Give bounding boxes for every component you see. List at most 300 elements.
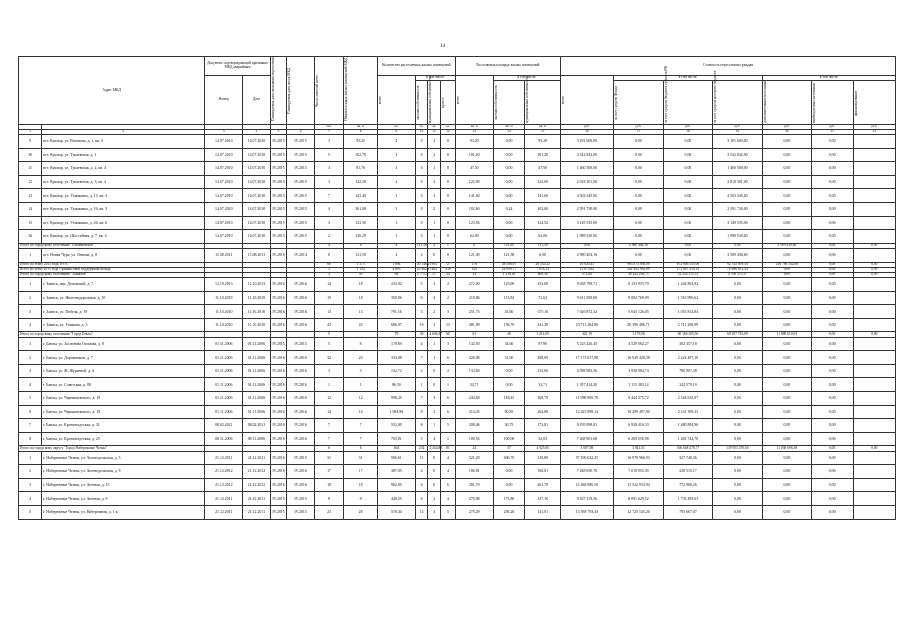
- table-cell: 9 638 789,71: [561, 278, 614, 292]
- table-cell: 13: [441, 318, 456, 332]
- table-cell: IV.2015: [270, 505, 287, 519]
- table-cell: 361,08: [344, 202, 378, 216]
- table-cell: IV.2015: [287, 451, 314, 465]
- table-row: [19, 148, 896, 162]
- table-cell: 0,00: [664, 162, 712, 176]
- table-cell: IV.2015: [270, 175, 287, 189]
- table-cell: 336: [441, 267, 456, 272]
- table-cell: г. Бавлы, ул. Чернышевского, д. 19: [42, 392, 205, 406]
- table-cell: 0,00: [664, 202, 712, 216]
- table-cell: 14: [19, 202, 42, 216]
- header-commission-doc: Документ, подтверждающий признание МКД аварийным: [205, 57, 270, 76]
- header-date: Дата: [243, 76, 270, 125]
- table-cell: 2: [428, 243, 441, 248]
- table-cell: г. Заинск, пер. Деповский, д. 7: [42, 278, 205, 292]
- table-cell: 727: [441, 262, 456, 267]
- table-cell: 0,00: [853, 272, 895, 277]
- table-cell: г. Бавлы, ул. Кронштадтская, д. 25: [42, 432, 205, 446]
- table-cell: 1 460 500,00: [561, 162, 614, 176]
- table-cell: 133,60: [525, 364, 561, 378]
- table-cell: 08.11.2006: [205, 432, 243, 446]
- table-cell: IV.2016: [287, 432, 314, 446]
- table-cell: 686,97: [377, 318, 415, 332]
- table-cell: 57: [428, 272, 441, 277]
- table-cell: 93,20: [455, 135, 493, 149]
- table-cell: 0: [415, 230, 428, 244]
- table-cell: 34,60: [493, 337, 525, 351]
- table-cell: 0,00: [712, 364, 763, 378]
- table-cell: 5: [415, 432, 428, 446]
- table-cell: 1 735 499,63: [664, 492, 712, 506]
- table-cell: 93,20: [525, 135, 561, 149]
- table-cell: IV.2016: [287, 305, 314, 319]
- table-cell: IV.2016: [270, 432, 287, 446]
- table-cell: 406,70: [493, 451, 525, 465]
- header-premises-count: Количество расселяемых жилых помещений: [377, 57, 455, 76]
- table-cell: 0,00: [853, 243, 895, 248]
- unit-cell: руб.: [613, 125, 664, 130]
- table-cell: 0,00: [493, 216, 525, 230]
- table-cell: 10 299 497,90: [613, 405, 664, 419]
- table-cell: 327 740,36: [664, 451, 712, 465]
- table-cell: 1 894: [377, 262, 415, 267]
- table-cell: 147,10: [525, 492, 561, 506]
- column-number-cell: 4: [243, 130, 270, 135]
- table-cell: 228 515,17: [664, 465, 712, 479]
- table-cell: 8: [344, 492, 378, 506]
- table-cell: 62,00: [525, 230, 561, 244]
- table-cell: 1 263 744,70: [664, 432, 712, 446]
- table-cell: 47,50: [525, 162, 561, 176]
- table-cell: 0,00: [811, 337, 853, 351]
- table-cell: 3 841,51: [613, 446, 664, 451]
- table-cell: 0: [441, 189, 456, 203]
- table-cell: 16 978 966,93: [613, 451, 664, 465]
- table-cell: 43,60: [493, 305, 525, 319]
- table-cell: 7 268 901,68: [561, 432, 614, 446]
- table-cell: 12.10.2013: [205, 278, 243, 292]
- table-cell: 17 173 817,88: [561, 351, 614, 365]
- table-cell: г. Набережные Челны, ул. Набережная, д. 1 к: [42, 505, 205, 519]
- table-cell: 0,00: [493, 162, 525, 176]
- table-cell: 13 958 793,43: [561, 505, 614, 519]
- table-row: [19, 505, 896, 519]
- table-cell: 14.07.2010: [205, 202, 243, 216]
- table-row: [19, 451, 896, 465]
- table-cell: 136,70: [493, 318, 525, 332]
- table-cell: 7 026 872,32: [561, 305, 614, 319]
- table-cell: 121,58: [525, 243, 561, 248]
- unit-cell: чел.: [314, 125, 343, 130]
- table-cell: 08.02.2011: [243, 419, 270, 433]
- table-cell: 341,20: [525, 318, 561, 332]
- table-cell: 0,00: [853, 332, 895, 337]
- column-number-cell: 11: [428, 130, 441, 135]
- table-cell: 14.07.2010: [243, 162, 270, 176]
- table-cell: 2: [428, 175, 441, 189]
- table-cell: 0,00: [811, 267, 853, 272]
- table-cell: 0,00: [712, 278, 763, 292]
- table-cell: IV.2015: [270, 189, 287, 203]
- table-cell: 2: [428, 135, 441, 149]
- table-cell: [853, 278, 895, 292]
- table-cell: 8: [344, 337, 378, 351]
- table-cell: 552,00: [377, 419, 415, 433]
- table-cell: 141,01: [525, 505, 561, 519]
- table-row: [19, 492, 896, 506]
- table-cell: 2: [428, 148, 441, 162]
- table-cell: 141,60: [455, 189, 493, 203]
- table-cell: IV.2014: [287, 248, 314, 262]
- table-cell: 0,00: [712, 243, 763, 248]
- table-cell: 57 190 632,25: [561, 451, 614, 465]
- table-cell: 32,83: [525, 432, 561, 446]
- table-cell: 14.07.2010: [205, 189, 243, 203]
- table-cell: 0,00: [493, 378, 525, 392]
- table-cell: IV.2016: [270, 451, 287, 465]
- table-cell: 9: [314, 332, 343, 337]
- table-cell: 4 503 345,00: [712, 189, 763, 203]
- table-cell: [853, 364, 895, 378]
- table-cell: 21.12.2012: [205, 465, 243, 479]
- table-cell: 9 611 959,00: [561, 291, 614, 305]
- table-cell: 0,00: [561, 243, 614, 248]
- table-cell: 47,50: [455, 162, 493, 176]
- table-cell: 0,00: [493, 478, 525, 492]
- table-cell: 0: [455, 243, 493, 248]
- section-label: Итого по городскому округу "Город Набережные Челны": [19, 446, 205, 451]
- table-cell: 1 988 530,00: [712, 230, 763, 244]
- table-cell: [853, 432, 895, 446]
- table-cell: 0,00: [664, 243, 712, 248]
- table-cell: 8 133 955,79: [613, 278, 664, 292]
- table-cell: 11.10.2019: [205, 291, 243, 305]
- table-cell: 0,00: [664, 230, 712, 244]
- table-cell: 0: [441, 162, 456, 176]
- section-label: Итого по городскому поселению "Шеменевское": [19, 243, 205, 248]
- table-cell: 2: [428, 405, 441, 419]
- table-cell: 43: [344, 318, 378, 332]
- table-cell: 6: [415, 478, 428, 492]
- table-cell: 0,00: [811, 451, 853, 465]
- table-cell: 0,00: [763, 189, 811, 203]
- table-cell: 14.07.2010: [205, 230, 243, 244]
- table-cell: 23: [455, 272, 493, 277]
- table-cell: 4: [428, 291, 441, 305]
- table-cell: 0,00: [712, 378, 763, 392]
- table-cell: [853, 337, 895, 351]
- table-cell: 11 038 696,38: [763, 446, 811, 451]
- table-cell: 168,79: [525, 392, 561, 406]
- table-row: [19, 162, 896, 176]
- unit-cell: руб.: [712, 125, 763, 130]
- table-cell: 573,80: [561, 272, 614, 277]
- table-cell: 1: [314, 378, 343, 392]
- table-cell: 4 606,37: [429, 331, 443, 336]
- table-cell: пгт. Новая Чура, ул. Ленина, д. 8: [42, 248, 205, 262]
- table-cell: 3 181 600,00: [712, 135, 763, 149]
- section-label: Итого по городскому поселению "Заинское": [19, 272, 205, 277]
- table-cell: 0,00: [811, 419, 853, 433]
- table-cell: 0: [428, 378, 441, 392]
- table-cell: IV.2016: [270, 318, 287, 332]
- table-cell: 0,00: [712, 305, 763, 319]
- table-cell: 0: [415, 189, 428, 203]
- table-cell: 0,00: [763, 364, 811, 378]
- table-cell: 0,00: [613, 216, 664, 230]
- table-cell: пгт. Кукмор, ул. Тукаевская, д. 2, кв. 4: [42, 162, 205, 176]
- table-cell: IV.2016: [287, 478, 314, 492]
- table-cell: 14: [314, 405, 343, 419]
- table-cell: 173,81: [525, 419, 561, 433]
- table-cell: 256,26: [493, 505, 525, 519]
- table-cell: [853, 230, 895, 244]
- table-cell: 6 928 416,33: [613, 419, 664, 433]
- table-cell: 0,00: [763, 278, 811, 292]
- unit-cell: кв. м: [493, 125, 525, 130]
- table-cell: г. Бавлы, ул. Заслонова Осипова, д. 8: [42, 337, 205, 351]
- table-cell: 0,00: [712, 478, 763, 492]
- table-cell: г. Заинск, ул. Железнодорожная, д. 10: [42, 291, 205, 305]
- table-cell: 6: [441, 351, 456, 365]
- table-cell: 0,00: [811, 162, 853, 176]
- table-cell: 1: [441, 378, 456, 392]
- table-cell: 0,00: [712, 505, 763, 519]
- table-cell: 3: [428, 278, 441, 292]
- table-cell: 14.07.2010: [205, 148, 243, 162]
- table-cell: 0,00: [811, 291, 853, 305]
- table-cell: 3: [314, 216, 343, 230]
- table-cell: 0,00: [811, 305, 853, 319]
- unit-cell: ед.: [441, 125, 456, 130]
- table-cell: 0,00: [811, 446, 853, 451]
- table-cell: 4: [441, 465, 456, 479]
- table-cell: 01.11.2006: [205, 378, 243, 392]
- table-cell: 2 018 301,00: [712, 175, 763, 189]
- table-cell: 0,00: [763, 202, 811, 216]
- table-cell: 7 019 955,39: [613, 465, 664, 479]
- column-number-cell: 15: [525, 130, 561, 135]
- table-cell: 0,00: [811, 278, 853, 292]
- table-cell: 6: [19, 405, 42, 419]
- column-number-cell: 13: [455, 130, 493, 135]
- table-cell: 0,00: [811, 202, 853, 216]
- header-area: Общая площадь жилых помещений МКД: [344, 57, 349, 121]
- table-cell: 121,58: [416, 242, 427, 247]
- table-cell: 13: [19, 189, 42, 203]
- table-row: [19, 351, 896, 365]
- table-cell: 62,00: [455, 230, 493, 244]
- table-cell: 60: [314, 262, 343, 267]
- table-cell: г. Заинск, ул. Ушакова, д. 3: [42, 318, 205, 332]
- table-cell: 4: [428, 432, 441, 446]
- table-cell: 5: [19, 505, 42, 519]
- table-cell: 1: [428, 419, 441, 433]
- table-cell: 5: [441, 505, 456, 519]
- table-cell: IV.2016: [287, 291, 314, 305]
- table-cell: IV.2015: [287, 189, 314, 203]
- table-cell: [853, 351, 895, 365]
- table-cell: 7: [314, 189, 343, 203]
- column-number-cell: 14: [493, 130, 525, 135]
- table-cell: 18: [344, 291, 378, 305]
- table-cell: 173,80: [493, 492, 525, 506]
- table-cell: г. Бавлы, ул. Кронштадтская, д. 31: [42, 419, 205, 433]
- table-row: [19, 419, 896, 433]
- table-cell: 122,30: [344, 175, 378, 189]
- table-cell: 3 181 600,00: [561, 135, 614, 149]
- table-cell: 14 468 886,50: [561, 478, 614, 492]
- program-table: Адрес МКД Документ, подтверждающий признание МКД аварийным Планируемая дата окончания переселения Планируемая дата сноса МКД Число жителей всего Общая площадь жилых помещений МКД Количество расселяемых жилых помещений Расселяемая площадь жилых помещений Стоимость переселения граждан Номер Дата всего в том числе: всего в том числе: всего в том числе: в том числе: частная собственность муниципальная собственность прочее частная собственность муниципальная собственность за счет средств Фонда за счет средств бюджета субъекта РФ за счет средств местного бюджета дополнительные источники внебюджетные источники финансирование чел. кв. м ед. ед. ед. ед. кв. м кв. м кв. м руб. руб. руб. руб. руб. руб. руб. 1 2 3 4 5 6 7 8 9 10 11 12 13 14 15 16 17 18 19 20 21 22 9 пгт. Кукмор, ул. Ватанова, д. 1, кв. 4 14.07.2010 14.07.2010 IV.2015 IV.2015 3 93,20 2 0 2 0 93,20 0,00 93,20 3 181 600,00 0,00 0,00 3 181 600,00 0,00 0,00 10 пгт. Кукмор, ул. Тукаевская, д. 1 14.07.2010 14.07.2010 IV.2015 IV.2015 5 102,70 2 0 2 0 101,20 0,00 101,20 3 542 842,00 0,00 0,00 3 542 842,00 0,00 0,00 11 пгт. Кукмор, ул. Тукаевская, д. 2, кв. 4 14.07.2010 14.07.2010 IV.2015 IV.2015 3 81,76 1 0 1 0 47,50 0,00 47,50 1 460 500,00 0,00 0,00 1 460 500,00 0,00 0,00 12 пгт. Кукмор, ул. Тукаевская, д. 3, кв. 4 14.07.2010 14.07.2010 IV.2015 IV.2015 3 122,30 2 0 2 0 122,00 0,00 122,00 2 018 301,00 0,00 0,00 2 018 301,00 0,00 0,00 13 пгт. Кукмор, ул. Ухмаковка, д. 13, кв. 4 14.07.2010 14.07.2010 IV.2015 IV.2015 7 141,49 3 0 3 0 141,60 0,00 141,60 4 503 345,00 0,00 0,00 4 503 345,00 0,00 0,00 14 пгт. Кукмор, ул. Ухмаковка, д. 16, кв. 3 14.07.2010 14.07.2010 IV.2015 IV.2015 4 361,08 1 0 2 0 102,60 0,24 102,60 2 591 730,00 0,00 0,00 2 591 730,00 0,00 0,00 15 пгт. Кукмор, ул. Ухмаковка, д. 26, кв. 6 14.07.2010 14.07.2010 IV.2015 IV.2015 3 123,30 1 0 1 0 123,56 0,00 124,52 3 149 535,00 0,00 0,00 3 149 535,00 0,00 0,00 16 пгт. Кукмор, ул. Шоссейная, д. 7, кв. 4 14.07.2010 14.07.2010 IV.2015 IV.2015 2 136,29 1 0 1 0 62,00 0,00 62,00 1 988 530,00 0,00 0,00 1 988 530,00 0,00 0,00 Итого по городскому поселению "Шеменевское" 4 6 4 121,58 2 1 0 121,00 121,58 0,00 2 980 404,16 0,00 0,00 3 589 430,60 0,00 0,00 1 пгт. Новая Чура, ул. Ленина, д. 8 15.08.2011 15.08.2011 IV.2016 IV.2014 8 121,58 2 2 0 0 121,00 121,58 0,00 2 980 404,16 0,00 0,00 3 589 430,60 0,00 0,00 Итого по этапу 2015 года, в т.ч.: 60 1 375 1 894 30 146,21 903 727 176 38 508,07 29 535,22 10 020,41 985 373 950,00 672 946 535,00 92 743 659,34 216 786 542,00 0,00 0,00 Всего по этапу 2015 года с финансовой поддержкой Фонда 3 1 154 4 895 25 962,47 463 336 125 24 099,77 7 076,13 15 673,62 241 843 992,89 173 947 210,15 72 896 012,34 0,00 0,00 0,00 Итого по городскому поселению "Заинское" 3 30 64 2 775,57 57 34 23 1 218,20 609,30 573,80 40 242 294,71 32 354 115,51 4 708 375,57 0,00 0,00 0,00 1 г. Заинск, пер. Деповский, д. 7 12.10.2013 12.10.2013 IV.2016 IV.2016 14 18 233,92 5 3 2 272,00 119,00 153,00 9 638 789,71 8 133 955,79 1 244 803,92 0,00 0,00 0,00 2 г. Заинск, ул. Железнодорожная, д. 10 11.10.2019 11.10.2019 IV.2016 IV.2016 19 18 350,06 6 4 2 218,86 113,92 72,63 9 611 959,00 8 094 769,09 1 516 990,62 0,00 0,00 0,00 3 г. Заинск, ул. Побеля, д. 19 11.10.2010 11.10.2010 IV.2016 IV.2016 13 13 791,16 3 2 3 251,73 43,60 -371,01 7 026 872,32 5 643 126,05 1 053 814,84 0,00 0,00 0,00 4 г. Заинск, ул. Ушакова, д. 3 11.10.2010 11.10.2010 IV.2016 IV.2016 43 43 686,97 16 3 13 481,99 136,70 341,20 23 711 284,86 20 396 486,71 2 711 260,98 0,00 0,00 0,00 Итого по городскому поселению "Город Бавлы" 9 78 30 4 606,37 88 61 28 1 414,09 425,19 1 179,08 60 166 205,50 60 107 745,09 11 888 610,03 0,00 0,00 1 г. Бавлы, ул. Заслонова Осипова, д. 8 01.11.2006 01.11.2006 IV.2015 IV.2015 5 8 170,69 4 1 3 132,50 34,60 97,90 5 225 426,45 4 529 062,27 302 357,18 0,00 0,00 0,00 2 г. Бавлы, ул. Дорожников, д. 7 01.11.2006 01.11.2006 IV.2016 IV.2016 32 20 333,08 7 1 6 326,08 31,00 298,09 17 173 817,88 16 949 428,38 2 224 497,18 0,00 0,00 0,00 3 г. Бавлы, ул. Ж. Жураевой, д. 4 01.11.2006 01.11.2006 IV.2016 IV.2016 3 3 152,72 2 0 2 133,60 0,00 133,60 4 598 983,56 3 830 984,74 786 907,38 0,00 0,00 0,00 4 г. Бавлы, ул. Советская, д. 88 01.11.2006 01.11.2006 IV.2016 IV.2016 1 1 86,50 1 0 1 32,71 0,00 32,71 1 357 414,20 1 115 383,14 242 579,10 0,00 0,00 0,00 5 г. Бавлы, ул. Чернышевского, д. 19 01.11.2006 01.11.2006 IV.2016 IV.2016 12 12 998,20 7 3 6 244,69 118,45 168,79 11 988 900,78 9 444 275,72 2 544 616,97 0,00 0,00 0,00 6 г. Бавлы, ул. Чернышевского, д. 19 01.11.2006 01.11.2006 IV.2016 IV.2016 14 14 1 084,98 8 2 6 314,45 90,85 264,80 12 425 898,14 10 299 497,90 2 141 399,35 0,00 0,00 0,00 7 г. Бавлы, ул. Кронштадтская, д. 31 08.02.2011 08.02.2011 IV.2016 IV.2016 7 7 552,00 6 1 5 208,46 30,75 173,81 8 195 898,81 6 928 416,33 1 480 894,96 0,00 0,00 0,00 8 г. Бавлы, ул. Кронштадтская, д. 25 08.11.2006 08.11.2006 IV.2016 IV.2016 7 7 763,81 5 4 1 108,56 100,00 32,83 7 268 901,68 6 269 556,98 1 263 744,70 0,00 0,00 0,00 Итого по городскому округу "Город Набережные Челны" 6 6 364 254 5 434,88 81 24 57 4 925,65 1 087,08 3 841,51 166 648 478,77 139 953 470,65 11 038 696,38 0,00 0,00 1 г. Набережные Челны, ул. Зеленодольская, д. 5 21.12.2011 21.12.2011 IV.2016 IV.2015 31 31 566,61 11 0 4 321,20 406,70 129,80 57 190 632,25 16 978 966,93 327 740,36 0,00 0,00 0,00 2 г. Набережные Челны, ул. Зеленодольская, д. 9 21.12.2012 21.12.2012 IV.2016 IV.2016 17 17 387,05 4 0 4 186,81 0,00 186,81 7 248 650,70 7 019 955,39 228 515,17 0,00 0,00 0,00 3 г. Набережные Челны, ул. Зеленая, д. 13 21.12.2012 21.12.2012 IV.2016 IV.2016 18 18 962,00 6 0 6 281,70 0,00 261,70 14 468 886,50 13 532 933,94 772 960,26 0,00 0,00 0,00 4 г. Набережные Челны, ул. Зеленая, д. 9 21.12.2011 21.12.2011 IV.2015 IV.2015 8 8 449,55 6 2 4 270,98 173,80 147,10 9 827 119,56 8 091 629,52 1 735 499,63 0,00 0,00 0,00 5 г. Набережные Челны, ул. Набережная, д. 1 к 21.12.2011 21.12.2011 IV.2015 IV.2015 23 28 518,44 14 3 5 275,29 256,26 141,01 13 958 793,43 12 725 145,20 793 667,07 0,00 0,00 0,00: [18, 56, 896, 520]
- table-cell: 3 149 535,00: [561, 216, 614, 230]
- table-cell: 3: [428, 189, 441, 203]
- table-cell: 2: [377, 135, 415, 149]
- table-cell: 123,30: [344, 216, 378, 230]
- page-number: 14: [440, 44, 445, 49]
- table-cell: 5: [19, 392, 42, 406]
- table-cell: 1: [428, 337, 441, 351]
- table-cell: 1: [377, 202, 415, 216]
- unit-cell: ед.: [415, 125, 428, 130]
- table-cell: 350,06: [377, 291, 415, 305]
- column-number-cell: 12: [441, 130, 456, 135]
- table-cell: 0,00: [763, 392, 811, 406]
- table-cell: 21.12.2012: [205, 478, 243, 492]
- table-cell: 0: [428, 478, 441, 492]
- table-cell: 518,44: [377, 505, 415, 519]
- table-cell: 173 947 210,15: [664, 267, 712, 272]
- table-cell: 8: [314, 492, 343, 506]
- table-cell: 0: [441, 230, 456, 244]
- table-cell: 0,00: [763, 351, 811, 365]
- table-cell: 0,00: [712, 419, 763, 433]
- table-cell: IV.2016: [270, 478, 287, 492]
- table-cell: 11.10.2010: [243, 318, 270, 332]
- table-cell: 18: [344, 278, 378, 292]
- unit-cell: руб.: [561, 125, 614, 130]
- table-cell: IV.2016: [270, 351, 287, 365]
- table-cell: 11 988 900,78: [561, 392, 614, 406]
- table-cell: 0: [441, 148, 456, 162]
- table-cell: 2: [441, 291, 456, 305]
- column-number-cell: 7: [314, 130, 343, 135]
- table-cell: 0,00: [712, 492, 763, 506]
- table-cell: 1: [428, 216, 441, 230]
- table-cell: 0,00: [811, 248, 853, 262]
- table-cell: 216 786 542,00: [763, 262, 811, 267]
- table-cell: 25 962,47: [416, 266, 432, 271]
- table-row: [19, 318, 896, 332]
- table-cell: 0: [441, 175, 456, 189]
- table-cell: 3: [19, 305, 42, 319]
- table-cell: 132,50: [455, 337, 493, 351]
- table-cell: 0,00: [853, 262, 895, 267]
- table-cell: 2 591 730,00: [561, 202, 614, 216]
- table-cell: 6: [415, 419, 428, 433]
- table-cell: 21.12.2011: [205, 505, 243, 519]
- table-cell: 118,45: [493, 392, 525, 406]
- table-cell: [853, 419, 895, 433]
- table-cell: 0,00: [712, 337, 763, 351]
- table-cell: [853, 135, 895, 149]
- table-cell: 12: [19, 175, 42, 189]
- table-cell: [853, 465, 895, 479]
- table-row: [19, 248, 896, 262]
- table-cell: 0,00: [811, 492, 853, 506]
- table-cell: IV.2015: [270, 337, 287, 351]
- table-cell: 3 149 535,00: [712, 216, 763, 230]
- table-cell: 11.10.2019: [243, 291, 270, 305]
- table-cell: г. Заинск, ул. Побеля, д. 19: [42, 305, 205, 319]
- table-cell: 6: [441, 478, 456, 492]
- table-cell: 16 949 428,38: [613, 351, 664, 365]
- table-cell: 20: [344, 351, 378, 365]
- table-cell: IV.2015: [287, 492, 314, 506]
- table-cell: 30: [415, 332, 428, 337]
- table-cell: 28: [493, 332, 525, 337]
- table-cell: 0: [441, 135, 456, 149]
- table-cell: 121,00: [493, 243, 525, 248]
- table-cell: [853, 451, 895, 465]
- column-number-cell: 22: [853, 130, 895, 135]
- table-cell: 1 218,20: [493, 272, 525, 277]
- table-cell: 364: [377, 446, 415, 451]
- table-cell: 81,76: [344, 162, 378, 176]
- table-cell: 0,00: [712, 351, 763, 365]
- table-cell: -371,01: [525, 305, 561, 319]
- table-cell: 4: [441, 451, 456, 465]
- table-cell: [853, 189, 895, 203]
- table-cell: 101,20: [525, 148, 561, 162]
- table-cell: 166 648 478,77: [664, 446, 712, 451]
- table-cell: 903: [428, 262, 441, 267]
- table-cell: 2: [19, 351, 42, 365]
- table-cell: 01.11.2006: [243, 378, 270, 392]
- table-cell: 3: [428, 505, 441, 519]
- table-cell: 3 542 842,00: [712, 148, 763, 162]
- table-cell: 2: [314, 230, 343, 244]
- table-cell: 1: [19, 248, 42, 262]
- table-cell: 333,08: [377, 351, 415, 365]
- table-cell: 10: [19, 148, 42, 162]
- column-number-cell: 10: [415, 130, 428, 135]
- table-cell: 21.12.2011: [243, 505, 270, 519]
- table-cell: 0,00: [811, 230, 853, 244]
- table-cell: 6: [415, 291, 428, 305]
- table-cell: 0: [415, 216, 428, 230]
- table-cell: 3: [441, 305, 456, 319]
- section-label: Всего по этапу 2015 года с финансовой поддержкой Фонда: [19, 267, 205, 272]
- table-cell: г. Набережные Челны, ул. Зеленая, д. 9: [42, 492, 205, 506]
- table-cell: 15 673,62: [561, 267, 614, 272]
- table-cell: IV.2015: [287, 202, 314, 216]
- table-cell: 72,63: [525, 291, 561, 305]
- table-cell: 0,00: [763, 291, 811, 305]
- table-cell: 2 775,57: [416, 272, 430, 277]
- table-cell: 4: [415, 465, 428, 479]
- table-cell: 0,00: [763, 505, 811, 519]
- table-cell: 2 980 404,16: [613, 243, 664, 248]
- table-cell: 5: [441, 419, 456, 433]
- table-cell: 8 094 769,09: [613, 291, 664, 305]
- table-cell: 1: [377, 230, 415, 244]
- table-cell: 141,49: [344, 189, 378, 203]
- table-cell: IV.2016: [287, 318, 314, 332]
- column-number-cell: 21: [811, 130, 853, 135]
- table-cell: [853, 291, 895, 305]
- table-cell: 14.07.2010: [205, 175, 243, 189]
- unit-cell: руб.: [811, 125, 853, 130]
